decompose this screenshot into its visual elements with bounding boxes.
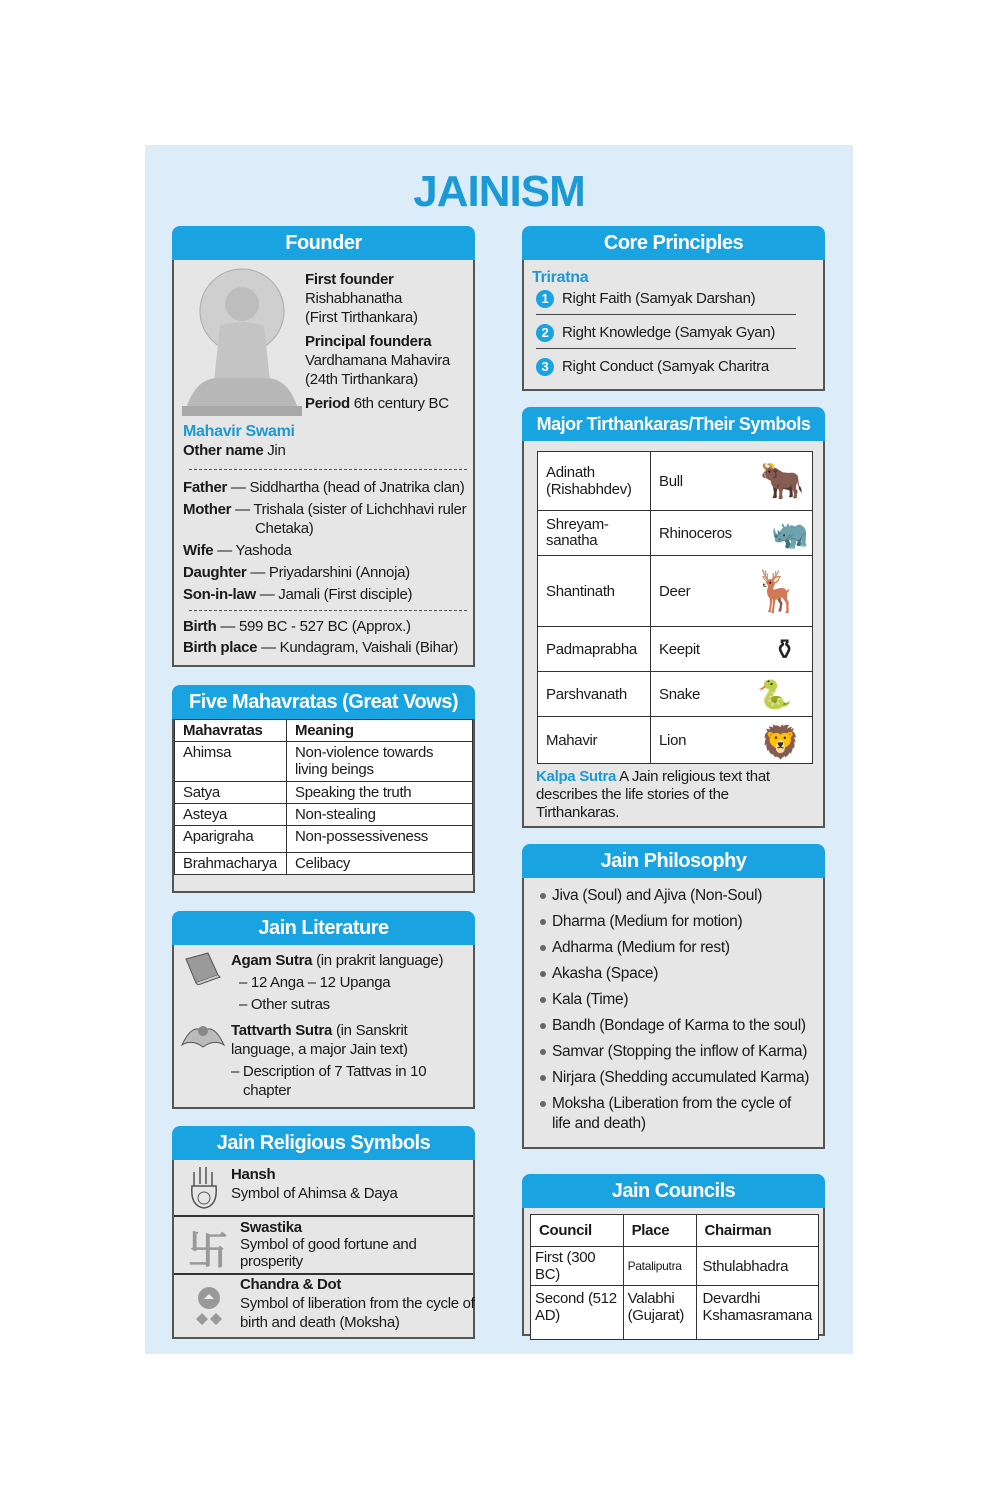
councils-panel bbox=[522, 1180, 825, 1336]
vow-meaning: Non-violence towards living beings bbox=[287, 742, 473, 782]
first-founder-label: First founder bbox=[305, 271, 394, 288]
vow-name: Ahimsa bbox=[175, 742, 287, 782]
council-place: Pataliputra bbox=[623, 1247, 696, 1286]
divider bbox=[189, 469, 467, 470]
table-row bbox=[175, 742, 473, 782]
agam-sutra-line: – 12 Anga – 12 Upanga bbox=[239, 974, 391, 991]
symbol-name: Lion bbox=[659, 731, 687, 749]
mahavratas-panel bbox=[172, 691, 475, 893]
council-place: Valabhi (Gujarat) bbox=[623, 1286, 696, 1340]
agam-sutra-note: (in prakrit language) bbox=[316, 952, 444, 969]
symbol-item-chandra-dot bbox=[174, 1275, 473, 1337]
symbol-desc: Symbol of liberation from the cycle of birth and death (Moksha) bbox=[240, 1295, 475, 1331]
deer-icon: 🦌 bbox=[752, 570, 802, 614]
list-item: Moksha (Liberation from the cycle of life and death) bbox=[538, 1094, 802, 1134]
birth-place-label: Birth place bbox=[183, 639, 258, 656]
symbol-desc: Symbol of good fortune and prosperity bbox=[240, 1236, 417, 1270]
statue-caption: Mahavir Swami bbox=[183, 423, 295, 440]
number-badge: 1 bbox=[536, 290, 554, 308]
rhinoceros-icon: 🦏 bbox=[770, 518, 808, 551]
number-badge: 2 bbox=[536, 324, 554, 342]
literature-panel bbox=[172, 917, 475, 1109]
table-row bbox=[175, 804, 473, 826]
period-value: 6th century BC bbox=[353, 395, 449, 412]
mother-value: — Trishala (sister of Lichchhavi ruler Chetaka) bbox=[235, 501, 467, 537]
tirthankara-name: Mahavir bbox=[538, 717, 651, 764]
period-label: Period bbox=[305, 395, 350, 412]
council-name: Second (512 AD) bbox=[531, 1286, 624, 1340]
council-chairman: Devardhi Kshamasramana bbox=[696, 1286, 818, 1340]
meditating-statue-icon bbox=[182, 266, 302, 418]
birth-label: Birth bbox=[183, 618, 217, 635]
column-header: Chairman bbox=[696, 1215, 818, 1247]
vow-name: Asteya bbox=[175, 804, 287, 826]
symbol-title: Hansh bbox=[231, 1166, 276, 1183]
tattvarth-sutra-title: Tattvarth Sutra bbox=[231, 1022, 333, 1039]
table-row bbox=[538, 672, 813, 717]
table-row bbox=[175, 853, 473, 875]
core-principles-header: Core Principles bbox=[522, 226, 825, 260]
list-item: Dharma (Medium for motion) bbox=[538, 912, 818, 932]
divider bbox=[189, 610, 467, 611]
tirthankaras-header: Major Tirthankaras/Their Symbols bbox=[522, 407, 825, 441]
principle-text: Right Knowledge (Samyak Gyan) bbox=[562, 324, 776, 341]
hand-icon bbox=[188, 1164, 220, 1210]
vow-meaning: Non-stealing bbox=[287, 804, 473, 826]
daughter-label: Daughter bbox=[183, 564, 247, 581]
core-principles-panel bbox=[522, 232, 825, 391]
mother-label: Mother bbox=[183, 501, 232, 518]
book-icon bbox=[182, 951, 222, 985]
table-row bbox=[538, 511, 813, 556]
principle-item bbox=[536, 349, 796, 376]
tattvarth-sutra-note: (in Sanskrit language, a major Jain text) bbox=[231, 1022, 408, 1058]
symbol-title: Chandra & Dot bbox=[240, 1276, 342, 1293]
vow-meaning: Speaking the truth bbox=[287, 782, 473, 804]
list-item: Samvar (Stopping the inflow of Karma) bbox=[538, 1042, 818, 1062]
table-row bbox=[175, 782, 473, 804]
tirthankara-name: Padmaprabha bbox=[538, 627, 651, 672]
son-in-law-value: — Jamali (First disciple) bbox=[259, 586, 413, 603]
symbol-name: Snake bbox=[659, 685, 701, 703]
list-item: Adharma (Medium for rest) bbox=[538, 938, 818, 958]
founder-panel bbox=[172, 232, 475, 667]
agam-sutra-title: Agam Sutra bbox=[231, 952, 313, 969]
table-header-row bbox=[531, 1215, 819, 1247]
councils-header: Jain Councils bbox=[522, 1174, 825, 1208]
jainism-poster bbox=[145, 145, 853, 1354]
daughter-value: — Priyadarshini (Annoja) bbox=[250, 564, 410, 581]
column-header: Mahavratas bbox=[175, 720, 287, 742]
philosophy-header: Jain Philosophy bbox=[522, 844, 825, 878]
table-row bbox=[538, 452, 813, 511]
council-name: First (300 BC) bbox=[531, 1247, 624, 1286]
column-header: Meaning bbox=[287, 720, 473, 742]
birth-value: — 599 BC - 527 BC (Approx.) bbox=[220, 618, 411, 635]
list-item: Jiva (Soul) and Ajiva (Non-Soul) bbox=[538, 886, 818, 906]
column-header: Place bbox=[623, 1215, 696, 1247]
tirthankaras-panel bbox=[522, 414, 825, 828]
chandra-dot-icon bbox=[194, 1285, 224, 1327]
councils-table bbox=[530, 1214, 819, 1340]
table-row bbox=[538, 627, 813, 672]
vow-meaning: Celibacy bbox=[287, 853, 473, 875]
snake-icon: 🐍 bbox=[757, 679, 792, 710]
kalash-icon: ⚱ bbox=[772, 634, 796, 665]
son-in-law-label: Son-in-law bbox=[183, 586, 256, 603]
symbol-item-swastika bbox=[174, 1217, 473, 1275]
wife-label: Wife bbox=[183, 542, 214, 559]
lion-icon: 🦁 bbox=[760, 724, 800, 760]
table-header-row bbox=[175, 720, 473, 742]
tirthankaras-table bbox=[537, 451, 813, 764]
family-list bbox=[183, 478, 473, 604]
principle-item bbox=[536, 315, 796, 349]
bull-icon: 🐂 bbox=[759, 460, 804, 501]
page-title: JAINISM bbox=[413, 167, 585, 216]
philosophy-panel bbox=[522, 850, 825, 1149]
first-founder-note: (First Tirthankara) bbox=[305, 309, 418, 326]
principal-founder-note: (24th Tirthankara) bbox=[305, 371, 418, 388]
symbols-panel bbox=[172, 1132, 475, 1339]
other-name-label: Other name bbox=[183, 442, 264, 459]
vow-meaning: Non-possessiveness bbox=[287, 826, 473, 853]
founder-header: Founder bbox=[172, 226, 475, 260]
tattvarth-sutra-line: – Description of 7 Tattvas in 10 chapter bbox=[231, 1063, 427, 1099]
column-header: Council bbox=[531, 1215, 624, 1247]
tirthankara-name: Adinath (Rishabhdev) bbox=[538, 452, 651, 511]
first-founder-name: Rishabhanatha bbox=[305, 290, 403, 307]
symbol-title: Swastika bbox=[240, 1219, 302, 1236]
literature-header: Jain Literature bbox=[172, 911, 475, 945]
number-badge: 3 bbox=[536, 358, 554, 376]
swastika-icon: 卐 bbox=[188, 1229, 228, 1273]
vow-name: Satya bbox=[175, 782, 287, 804]
list-item: Nirjara (Shedding accumulated Karma) bbox=[538, 1068, 818, 1088]
table-row bbox=[531, 1247, 819, 1286]
kalpa-sutra-text: A Jain religious text that describes the life stories of the Tirthankaras. bbox=[536, 768, 770, 821]
symbol-name: Deer bbox=[659, 582, 691, 600]
principle-text: Right Conduct (Samyak Charitra bbox=[562, 358, 769, 375]
council-chairman: Sthulabhadra bbox=[696, 1247, 818, 1286]
list-item: Kala (Time) bbox=[538, 990, 818, 1010]
father-label: Father bbox=[183, 479, 228, 496]
symbol-name: Bull bbox=[659, 472, 683, 490]
philosophy-list bbox=[538, 886, 818, 1140]
list-item: Bandh (Bondage of Karma to the soul) bbox=[538, 1016, 818, 1036]
list-item: Akasha (Space) bbox=[538, 964, 818, 984]
other-name-value: Jin bbox=[267, 442, 286, 459]
agam-sutra-line: – Other sutras bbox=[239, 996, 330, 1013]
principle-item bbox=[536, 289, 796, 315]
mahavratas-table bbox=[174, 719, 473, 875]
tirthankara-name: Shantinath bbox=[538, 556, 651, 627]
triratna-label: Triratna bbox=[532, 269, 589, 286]
open-book-icon bbox=[180, 1021, 226, 1051]
vow-name: Aparigraha bbox=[175, 826, 287, 853]
table-row bbox=[531, 1286, 819, 1340]
tirthankara-name: Shreyam-sanatha bbox=[538, 511, 651, 556]
symbols-header: Jain Religious Symbols bbox=[172, 1126, 475, 1160]
symbol-item-hansh bbox=[174, 1160, 473, 1217]
principal-founder-label: Principal foundera bbox=[305, 333, 432, 350]
principle-text: Right Faith (Samyak Darshan) bbox=[562, 290, 756, 307]
kalpa-sutra-label: Kalpa Sutra bbox=[536, 768, 617, 785]
tirthankara-name: Parshvanath bbox=[538, 672, 651, 717]
birth-place-value: — Kundagram, Vaishali (Bihar) bbox=[261, 639, 459, 656]
wife-value: — Yashoda bbox=[217, 542, 292, 559]
table-row bbox=[538, 717, 813, 764]
symbol-name: Keepit bbox=[659, 640, 700, 658]
table-row bbox=[175, 826, 473, 853]
mahavratas-header: Five Mahavratas (Great Vows) bbox=[172, 685, 475, 719]
father-value: — Siddhartha (head of Jnatrika clan) bbox=[230, 479, 465, 496]
vow-name: Brahmacharya bbox=[175, 853, 287, 875]
table-row bbox=[538, 556, 813, 627]
symbol-name: Rhinoceros bbox=[659, 524, 732, 542]
principal-founder-name: Vardhamana Mahavira bbox=[305, 352, 450, 369]
symbol-desc: Symbol of Ahimsa & Daya bbox=[231, 1185, 398, 1202]
